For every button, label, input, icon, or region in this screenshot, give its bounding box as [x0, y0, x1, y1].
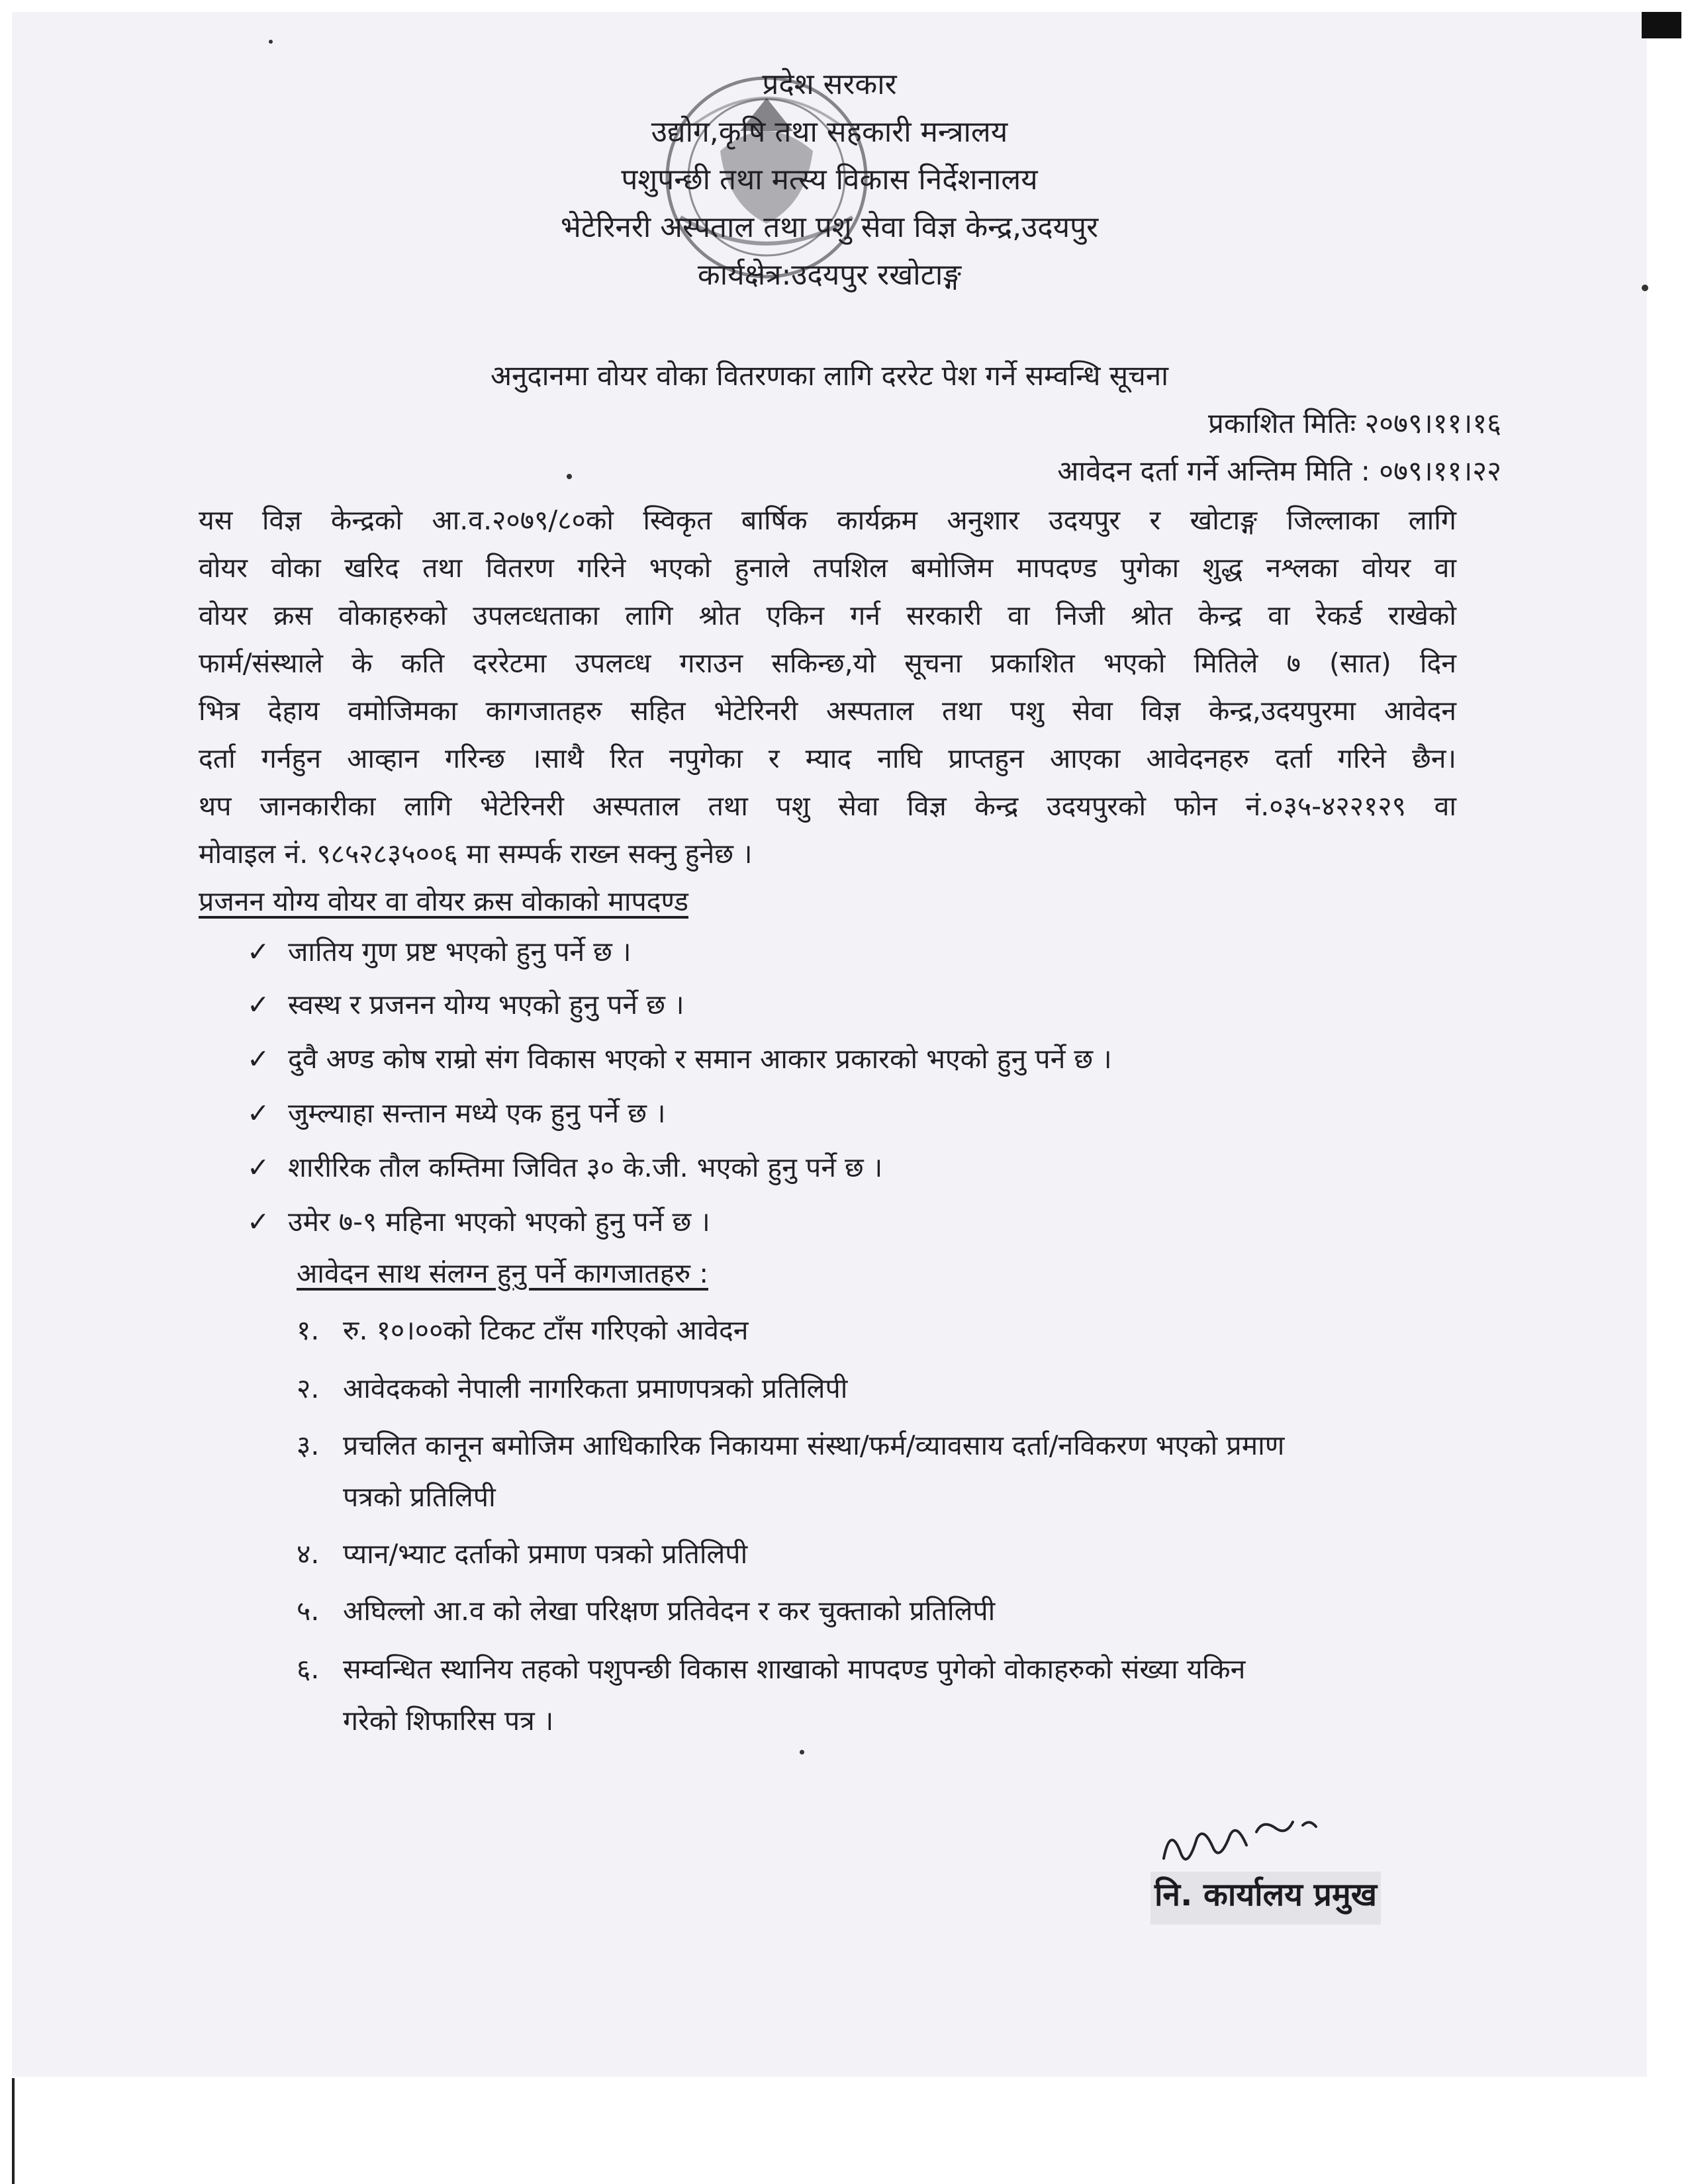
- signatory-title: नि. कार्यालय प्रमुख: [1150, 1872, 1381, 1925]
- document-number: ६.: [297, 1653, 320, 1685]
- criteria-text: जुम्ल्याहा सन्तान मध्ये एक हुनु पर्ने छ ।: [288, 1097, 666, 1129]
- criteria-item: [247, 1148, 882, 1187]
- documents-heading: आवेदन साथ संलग्न हुनु पर्ने कागजातहरु :: [297, 1257, 709, 1289]
- document-text: प्रचलित कानून बमोजिम आधिकारिक निकायमा संस्था/फर्म/व्यावसाय दर्ता/नविकरण भएको प्रमाण: [343, 1430, 1285, 1461]
- scan-speck: [567, 474, 572, 479]
- handwritten-signature: [1150, 1799, 1336, 1878]
- body-line: थप जानकारीका लागि भेटेरिनरी अस्पताल तथा पशु सेवा विज्ञ केन्द्र उदयपुरको फोन नं.०३५-४२२१२९ वा: [199, 790, 1456, 822]
- body-line: यस विज्ञ केन्द्रको आ.व.२०७९/८०को स्विकृत बार्षिक कार्यक्रम अनुशार उदयपुर र खोटाङ्ग जिल्लाका लागि: [199, 504, 1456, 536]
- document-text-continued: गरेको शिफारिस पत्र ।: [343, 1705, 554, 1737]
- document-number: ५.: [297, 1595, 320, 1627]
- body-line: फार्म/संस्थाले के कति दररेटमा उपलव्ध गराउन सकिन्छ,यो सूचना प्रकाशित भएको मितिले ७ (सात) दिन: [199, 647, 1456, 679]
- criteria-text: उमेर ७-९ महिना भएको भएको हुनु पर्ने छ ।: [288, 1206, 710, 1238]
- document-item: [297, 1426, 1284, 1465]
- check-icon: ✓: [247, 936, 270, 968]
- check-icon: ✓: [247, 989, 270, 1021]
- document-number: १.: [297, 1314, 320, 1346]
- document-text: रु. १०।००को टिकट टाँस गरिएको आवेदन: [343, 1314, 749, 1346]
- check-icon: ✓: [247, 1152, 270, 1183]
- header-directorate: पशुपन्छी तथा मत्स्य विकास निर्देशनालय: [621, 163, 1038, 197]
- document-number: २.: [297, 1373, 320, 1404]
- check-icon: ✓: [247, 1097, 270, 1129]
- body-line: दर्ता गर्नहुन आव्हान गरिन्छ ।साथै रित नपुगेका र म्याद नाघि प्राप्तहुन आएका आवेदनहरु दर्ता गरिने छैन।: [199, 743, 1456, 774]
- scan-speck: [800, 1750, 804, 1754]
- scan-speck: [269, 40, 273, 44]
- criteria-item: [247, 1093, 666, 1133]
- check-icon: ✓: [247, 1206, 270, 1238]
- document-number: ३.: [297, 1430, 320, 1461]
- document-number: ४.: [297, 1538, 320, 1570]
- header-jurisdiction: कार्यक्षेत्र:उदयपुर रखोटाङ्ग: [697, 258, 962, 292]
- criteria-item: [247, 985, 684, 1024]
- header-province: प्रदेश सरकार: [762, 68, 897, 101]
- criteria-text: स्वस्थ र प्रजनन योग्य भएको हुनु पर्ने छ ।: [288, 989, 684, 1021]
- document-text-continued: पत्रको प्रतिलिपी: [343, 1481, 496, 1513]
- criteria-heading: प्रजनन योग्य वोयर वा वोयर क्रस वोकाको मापदण्ड: [199, 886, 688, 917]
- published-date: प्रकाशित मितिः २०७९।११।१६: [1208, 407, 1501, 439]
- criteria-text: शारीरिक तौल कम्तिमा जिवित ३० के.जी. भएको हुनु पर्ने छ ।: [288, 1152, 883, 1183]
- body-line: मोवाइल नं. ९८५२८३५००६ मा सम्पर्क राख्न सक्नु हुनेछ ।: [199, 838, 753, 870]
- document-text: आवेदकको नेपाली नागरिकता प्रमाणपत्रको प्रतिलिपी: [343, 1373, 848, 1404]
- body-line: भित्र देहाय वमोजिमका कागजातहरु सहित भेटेरिनरी अस्पताल तथा पशु सेवा विज्ञ केन्द्र,उदयपुरमा आवेदन: [199, 695, 1456, 727]
- criteria-item: [247, 1039, 1112, 1079]
- body-line: वोयर वोका खरिद तथा वितरण गरिने भएको हुनाले तपशिल बमोजिम मापदण्ड पुगेका शुद्ध नश्लका वोयर वा: [199, 552, 1456, 584]
- document-item: [297, 1649, 1245, 1689]
- document-text: सम्वन्धित स्थानिय तहको पशुपन्छी विकास शाखाको मापदण्ड पुगेको वोकाहरुको संख्या यकिन: [343, 1653, 1246, 1685]
- scan-edge: [1642, 12, 1681, 38]
- notice-title: अनुदानमा वोयर वोका वितरणका लागि दररेट पेश गर्ने सम्वन्धि सूचना: [490, 359, 1169, 392]
- check-icon: ✓: [247, 1043, 270, 1075]
- scan-speck: [1642, 285, 1648, 291]
- header-ministry: उद्योग,कृषि तथा सहकारी मन्त्रालय: [651, 115, 1008, 149]
- document-item: [297, 1591, 995, 1631]
- application-deadline: आवेदन दर्ता गर्ने अन्तिम मिति : ०७९।११।२२: [1057, 455, 1501, 487]
- document-text: प्यान/भ्याट दर्ताको प्रमाण पत्रको प्रतिलिपी: [343, 1538, 748, 1570]
- document-item: [297, 1310, 749, 1350]
- criteria-text: जातिय गुण प्रष्ट भएको हुनु पर्ने छ ।: [288, 936, 632, 968]
- criteria-text: दुवै अण्ड कोष राम्रो संग विकास भएको र समान आकार प्रकारको भएको हुनु पर्ने छ ।: [288, 1043, 1112, 1075]
- criteria-item: [247, 932, 632, 972]
- criteria-item: [247, 1202, 710, 1242]
- body-line: वोयर क्रस वोकाहरुको उपलव्धताका लागि श्रोत एकिन गर्न सरकारी वा निजी श्रोत केन्द्र वा रेकर्ड राखेको: [199, 600, 1456, 631]
- scan-edge: [12, 2078, 15, 2184]
- document-item: [297, 1369, 847, 1408]
- header-office: भेटेरिनरी अस्पताल तथा पशु सेवा विज्ञ केन्द्र,उदयपुर: [560, 210, 1099, 244]
- document-item: [297, 1534, 747, 1574]
- scanned-notice-page: [12, 12, 1647, 2077]
- document-text: अघिल्लो आ.व को लेखा परिक्षण प्रतिवेदन र कर चुक्ताको प्रतिलिपी: [343, 1595, 996, 1627]
